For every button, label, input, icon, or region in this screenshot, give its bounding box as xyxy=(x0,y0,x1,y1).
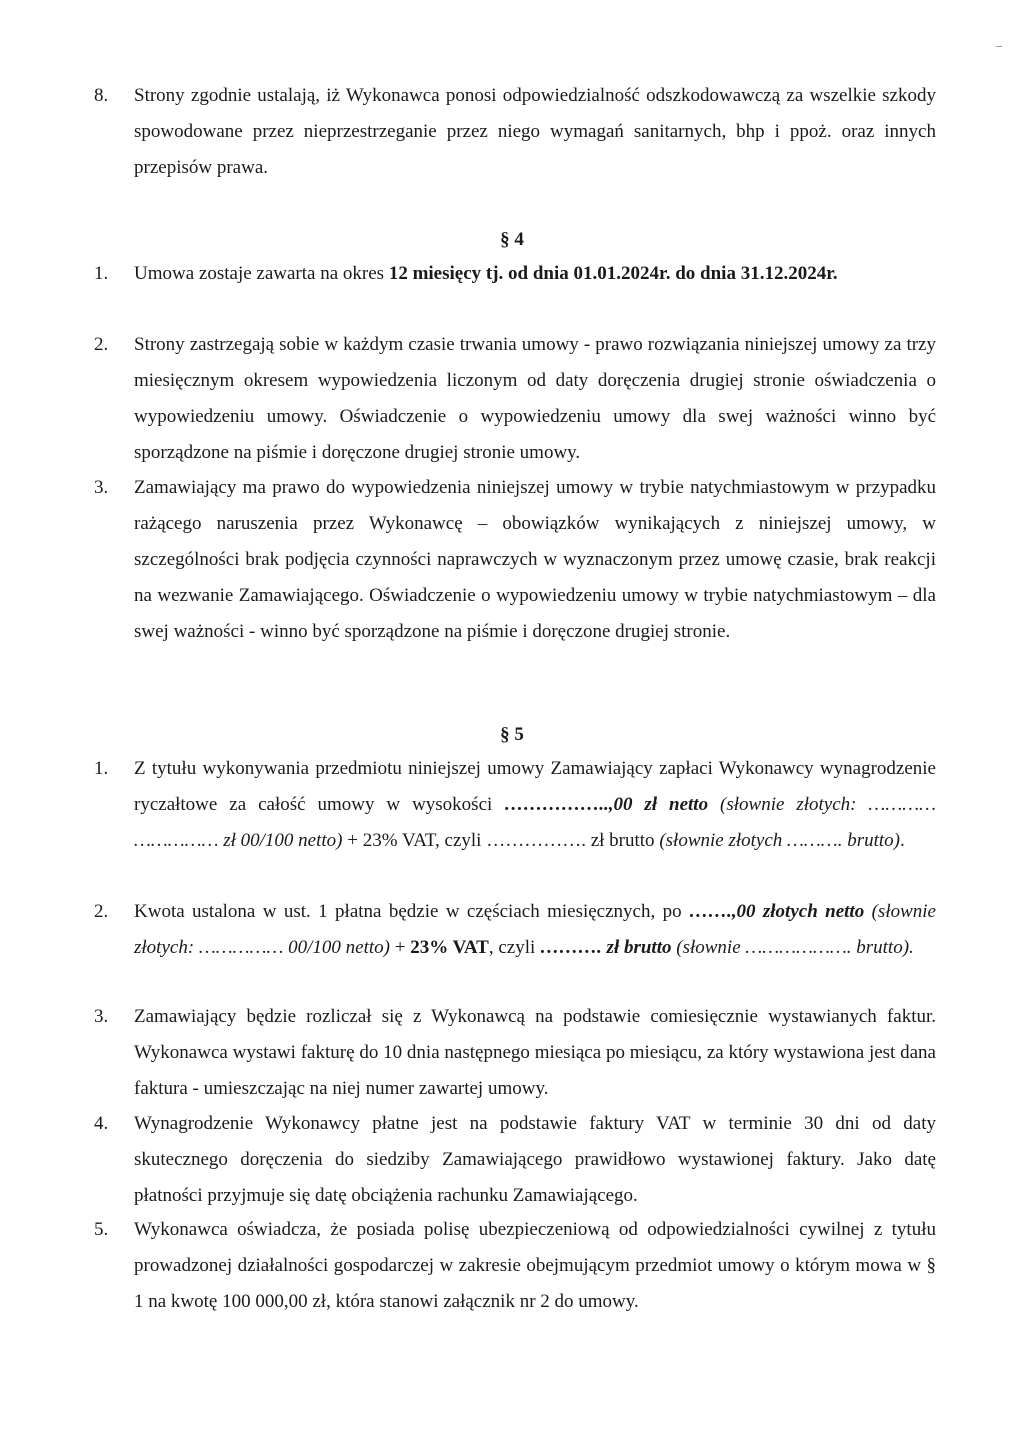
text-run: Kwota ustalona w ust. 1 płatna będzie w częściach miesięcznych, po xyxy=(134,901,689,922)
scan-edge-mark xyxy=(996,46,1002,47)
item-text: Strony zgodnie ustalają, iż Wykonawca ponosi odpowiedzialność odszkodowawczą za wszelkie szkody spowodowane przez nieprzestrzeganie przez niego wymagań sanitarnych, bhp i ppoż. oraz innych przepisów prawa. xyxy=(134,85,936,178)
item-number: 3. xyxy=(94,477,109,498)
gross-in-words: (słownie ………………. brutto). xyxy=(671,937,914,958)
section-5-heading: § 5 xyxy=(500,724,524,745)
item-number: 5. xyxy=(94,1219,109,1240)
item-number: 2. xyxy=(94,334,109,355)
item-text xyxy=(134,256,936,292)
item-number: 4. xyxy=(94,1113,109,1134)
clause-4-item-3 xyxy=(94,470,936,650)
vat-rate: 23% VAT xyxy=(410,937,489,958)
contract-period: 12 miesięcy tj. od dnia 01.01.2024r. do dnia 31.12.2024r. xyxy=(388,263,838,284)
item-number: 1. xyxy=(94,263,109,284)
item-number: 3. xyxy=(94,1006,109,1027)
item-number: 2. xyxy=(94,901,109,922)
amount-in-words: (słownie złotych: …………… 00/100 netto) xyxy=(134,901,936,958)
item-text: Strony zastrzegają sobie w każdym czasie trwania umowy - prawo rozwiązania niniejszej umowy za trzy miesięcznym okresem wypowiedzenia liczonym od daty doręczenia drugiej stronie oświadczenia o wypowiedzeniu umowy. Oświadczenie o wypowiedzeniu umowy dla swej ważności winno być sporządzone na piśmie i doręczone drugiej stronie umowy. xyxy=(134,334,936,463)
text-run: , czyli xyxy=(488,937,541,958)
vat-gross-text: + 23% VAT, czyli ……………. zł brutto xyxy=(342,830,660,851)
item-text: Zamawiający ma prawo do wypowiedzenia niniejszej umowy w trybie natychmiastowym w przypadku rażącego naruszenia przez Wykonawcę – obowiązków wynikających z niniejszej umowy, w szczególności brak podjęcia czynności naprawczych w wyznaczonym przez umowę czasie, brak reakcji na wezwanie Zamawiającego. Oświadczenie o wypowiedzeniu umowy w trybie natychmiastowym – dla swej ważności - winno być sporządzone na piśmie i doręczone drugiej stronie. xyxy=(134,477,936,642)
clause-5-item-2 xyxy=(94,894,936,966)
monthly-net-amount: …….,00 złotych netto xyxy=(689,901,865,922)
amount-in-words: (słownie złotych: ………… …………… zł 00/100 netto) xyxy=(134,794,937,851)
clause-4-item-2 xyxy=(94,327,936,471)
text-run: . xyxy=(899,830,905,851)
item-number: 8. xyxy=(94,85,109,106)
clause-5-item-1 xyxy=(94,751,936,859)
clause-5-item-3 xyxy=(94,999,936,1107)
item-number: 1. xyxy=(94,758,109,779)
gross-in-words: (słownie złotych ………. brutto) xyxy=(659,830,900,851)
clause-5-item-5 xyxy=(94,1212,936,1320)
clause-5-item-4 xyxy=(94,1106,936,1214)
item-text xyxy=(134,751,936,859)
section-4-heading: § 4 xyxy=(500,229,524,250)
item-text: Wynagrodzenie Wykonawcy płatne jest na podstawie faktury VAT w terminie 30 dni od daty skutecznego doręczenia do siedziby Zamawiającego prawidłowo wystawionej faktury. Jako datę płatności przyjmuje się datę obciążenia rachunku Zamawiającego. xyxy=(134,1113,936,1206)
clause-4-item-1 xyxy=(94,256,936,292)
item-text: Wykonawca oświadcza, że posiada polisę ubezpieczeniową od odpowiedzialności cywilnej z tytułu prowadzonej działalności gospodarczej w zakresie obejmującym przedmiot umowy o którym mowa w § 1 na kwotę 100 000,00 zł, która stanowi załącznik nr 2 do umowy. xyxy=(134,1219,936,1312)
net-amount: ……………..,00 zł netto xyxy=(504,794,709,815)
item-text-plain: Umowa zostaje zawarta na okres xyxy=(134,263,389,284)
clause-3-item-8 xyxy=(94,78,936,186)
item-text: Zamawiający będzie rozliczał się z Wykonawcą na podstawie comiesięcznie wystawianych faktur. Wykonawca wystawi fakturę do 10 dnia następnego miesiąca po miesiącu, za który wystawiona jest dana faktura - umieszczając na niej numer zawartej umowy. xyxy=(134,1006,936,1099)
text-run: Z tytułu wykonywania przedmiotu niniejszej umowy Zamawiający zapłaci Wykonawcy wynagrodzenie ryczałtowe za całość umowy w wysokości xyxy=(134,758,936,815)
item-text xyxy=(134,894,936,966)
monthly-gross-amount: ………. zł brutto xyxy=(540,937,672,958)
text-run: + xyxy=(389,937,411,958)
